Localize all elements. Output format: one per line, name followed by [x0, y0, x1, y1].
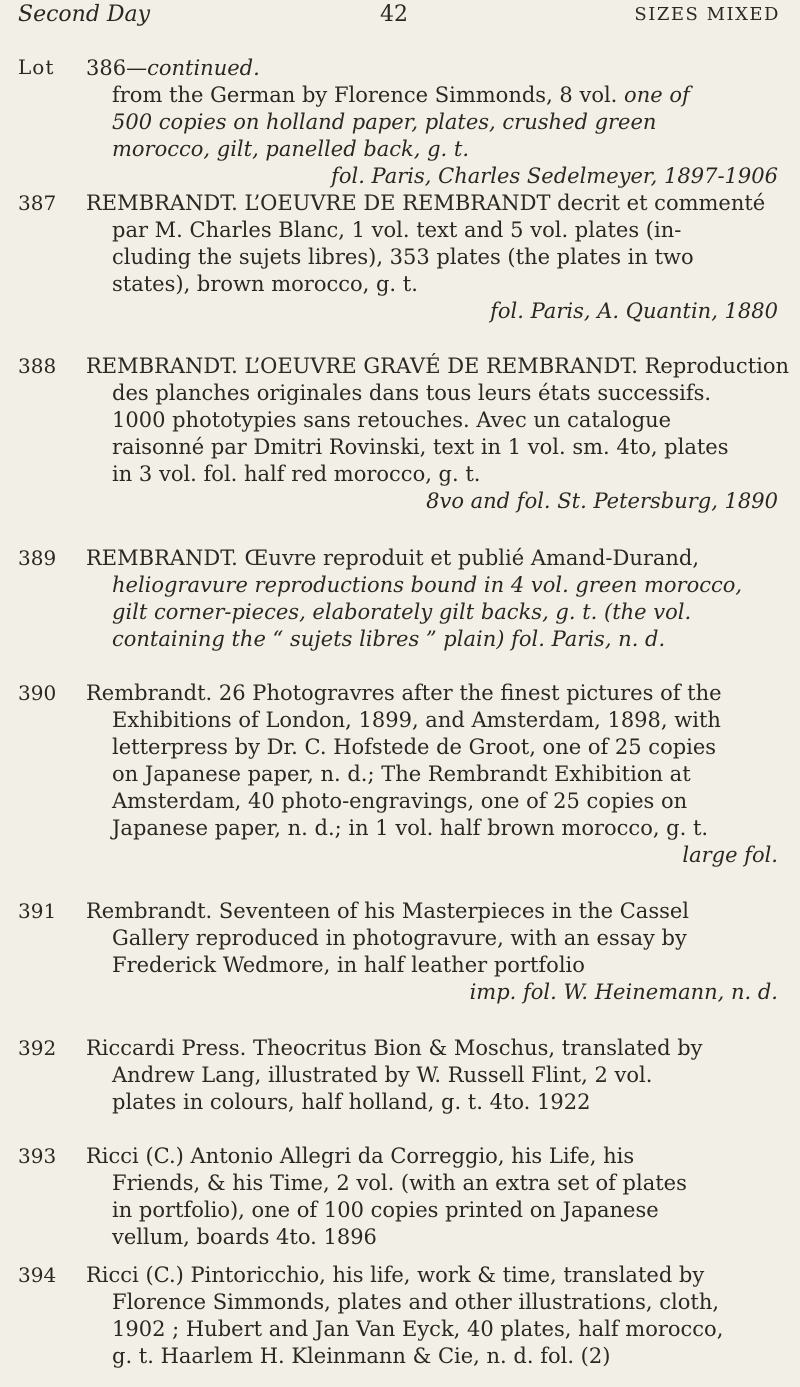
entry-imprint: fol. Paris, Charles Sedelmeyer, 1897-1906: [331, 164, 778, 188]
entry-line: [86, 82, 778, 109]
entry-imprint: large fol.: [682, 843, 778, 867]
lot-number: 393: [18, 1144, 57, 1168]
entry-line: in 3 vol. fol. half red morocco, g. t.: [112, 462, 481, 486]
section-title: Second Day: [18, 2, 151, 27]
entry-line: on Japanese paper, n. d.; The Rembrandt Exhibition at: [112, 762, 691, 786]
lot-number: 390: [18, 681, 57, 705]
lot-number: 392: [18, 1036, 57, 1060]
page-header: [0, 0, 800, 40]
entry-line: Rembrandt. Seventeen of his Masterpieces in the Cassel: [86, 899, 690, 923]
entry-line: heliogravure reproductions bound in 4 vol. green morocco,: [112, 573, 743, 597]
continued-heading: [86, 55, 778, 82]
lot-number: 388: [18, 354, 57, 378]
lot-number: 389: [18, 546, 57, 570]
entry-line: letterpress by Dr. C. Hofstede de Groot, one of 25 copies: [112, 735, 717, 759]
entry-line: Rembrandt. 26 Photogravres after the finest pictures of the: [86, 681, 722, 705]
continued-number: 386: [86, 56, 127, 80]
entry-line: Gallery reproduced in photogravure, with an essay by: [112, 926, 687, 950]
lot-column-label: Lot: [18, 55, 55, 79]
continued-word: continued.: [147, 56, 260, 80]
entry-line: Florence Simmonds, plates and other illustrations, cloth,: [112, 1290, 720, 1314]
entry-line: REMBRANDT. L’OEUVRE DE REMBRANDT decrit et commenté: [86, 191, 766, 215]
entry-line: Riccardi Press. Theocritus Bion & Moschus, translated by: [86, 1036, 703, 1060]
entry-line: 500 copies on holland paper, plates, crushed green: [112, 110, 657, 134]
continued-line1-italic: one of: [624, 83, 690, 107]
lot-number: 391: [18, 899, 57, 923]
entry-line: plates in colours, half holland, g. t. 4to. 1922: [112, 1090, 591, 1114]
continued-line1: from the German by Florence Simmonds, 8 vol.: [112, 83, 618, 107]
entry-imprint: fol. Paris, A. Quantin, 1880: [490, 299, 778, 323]
entry-line: raisonné par Dmitri Rovinski, text in 1 vol. sm. 4to, plates: [112, 435, 729, 459]
entry-imprint: imp. fol. W. Heinemann, n. d.: [469, 980, 778, 1004]
entry-line: Japanese paper, n. d.; in 1 vol. half brown morocco, g. t.: [112, 816, 709, 840]
entry-line: des planches originales dans tous leurs états successifs.: [112, 381, 712, 405]
entry-line: cluding the sujets libres), 353 plates (the plates in two: [112, 245, 694, 269]
entry-line: g. t. Haarlem H. Kleinmann & Cie, n. d. fol. (2): [112, 1344, 611, 1368]
lot-number: 394: [18, 1263, 57, 1287]
entry-line: Frederick Wedmore, in half leather portfolio: [112, 953, 585, 977]
entry-line: 1902 ; Hubert and Jan Van Eyck, 40 plates, half morocco,: [112, 1317, 724, 1341]
lot-number: 387: [18, 191, 57, 215]
entry-line: gilt corner-pieces, elaborately gilt backs, g. t. (the vol.: [112, 600, 692, 624]
entry-line: in portfolio), one of 100 copies printed on Japanese: [112, 1198, 659, 1222]
entry-line: states), brown morocco, g. t.: [112, 272, 418, 296]
entry-line: containing the “ sujets libres ” plain) fol. Paris, n. d.: [112, 627, 666, 651]
entry-line: Ricci (C.) Pintoricchio, his life, work & time, translated by: [86, 1263, 705, 1287]
page-number: 42: [380, 2, 408, 27]
entry-line: 1000 phototypies sans retouches. Avec un catalogue: [112, 408, 672, 432]
entry-line: vellum, boards 4to. 1896: [112, 1225, 377, 1249]
entry-line: Ricci (C.) Antonio Allegri da Correggio, his Life, his: [86, 1144, 635, 1168]
entry-line: Andrew Lang, illustrated by W. Russell Flint, 2 vol.: [112, 1063, 653, 1087]
entry-imprint: 8vo and fol. St. Petersburg, 1890: [426, 489, 778, 513]
category-title: SIZES MIXED: [634, 4, 780, 25]
entry-line: par M. Charles Blanc, 1 vol. text and 5 vol. plates (in-: [112, 218, 682, 242]
entry-line: morocco, gilt, panelled back, g. t.: [112, 137, 470, 161]
entry-line: REMBRANDT. L’OEUVRE GRAVÉ DE REMBRANDT. Reproduction: [86, 354, 790, 378]
entry-line: Exhibitions of London, 1899, and Amsterdam, 1898, with: [112, 708, 721, 732]
entry-line: Amsterdam, 40 photo-engravings, one of 25 copies on: [112, 789, 688, 813]
entry-line: Friends, & his Time, 2 vol. (with an extra set of plates: [112, 1171, 687, 1195]
entry-line: REMBRANDT. Œuvre reproduit et publié Amand-Durand,: [86, 546, 700, 570]
continued-dash: —: [126, 56, 148, 80]
